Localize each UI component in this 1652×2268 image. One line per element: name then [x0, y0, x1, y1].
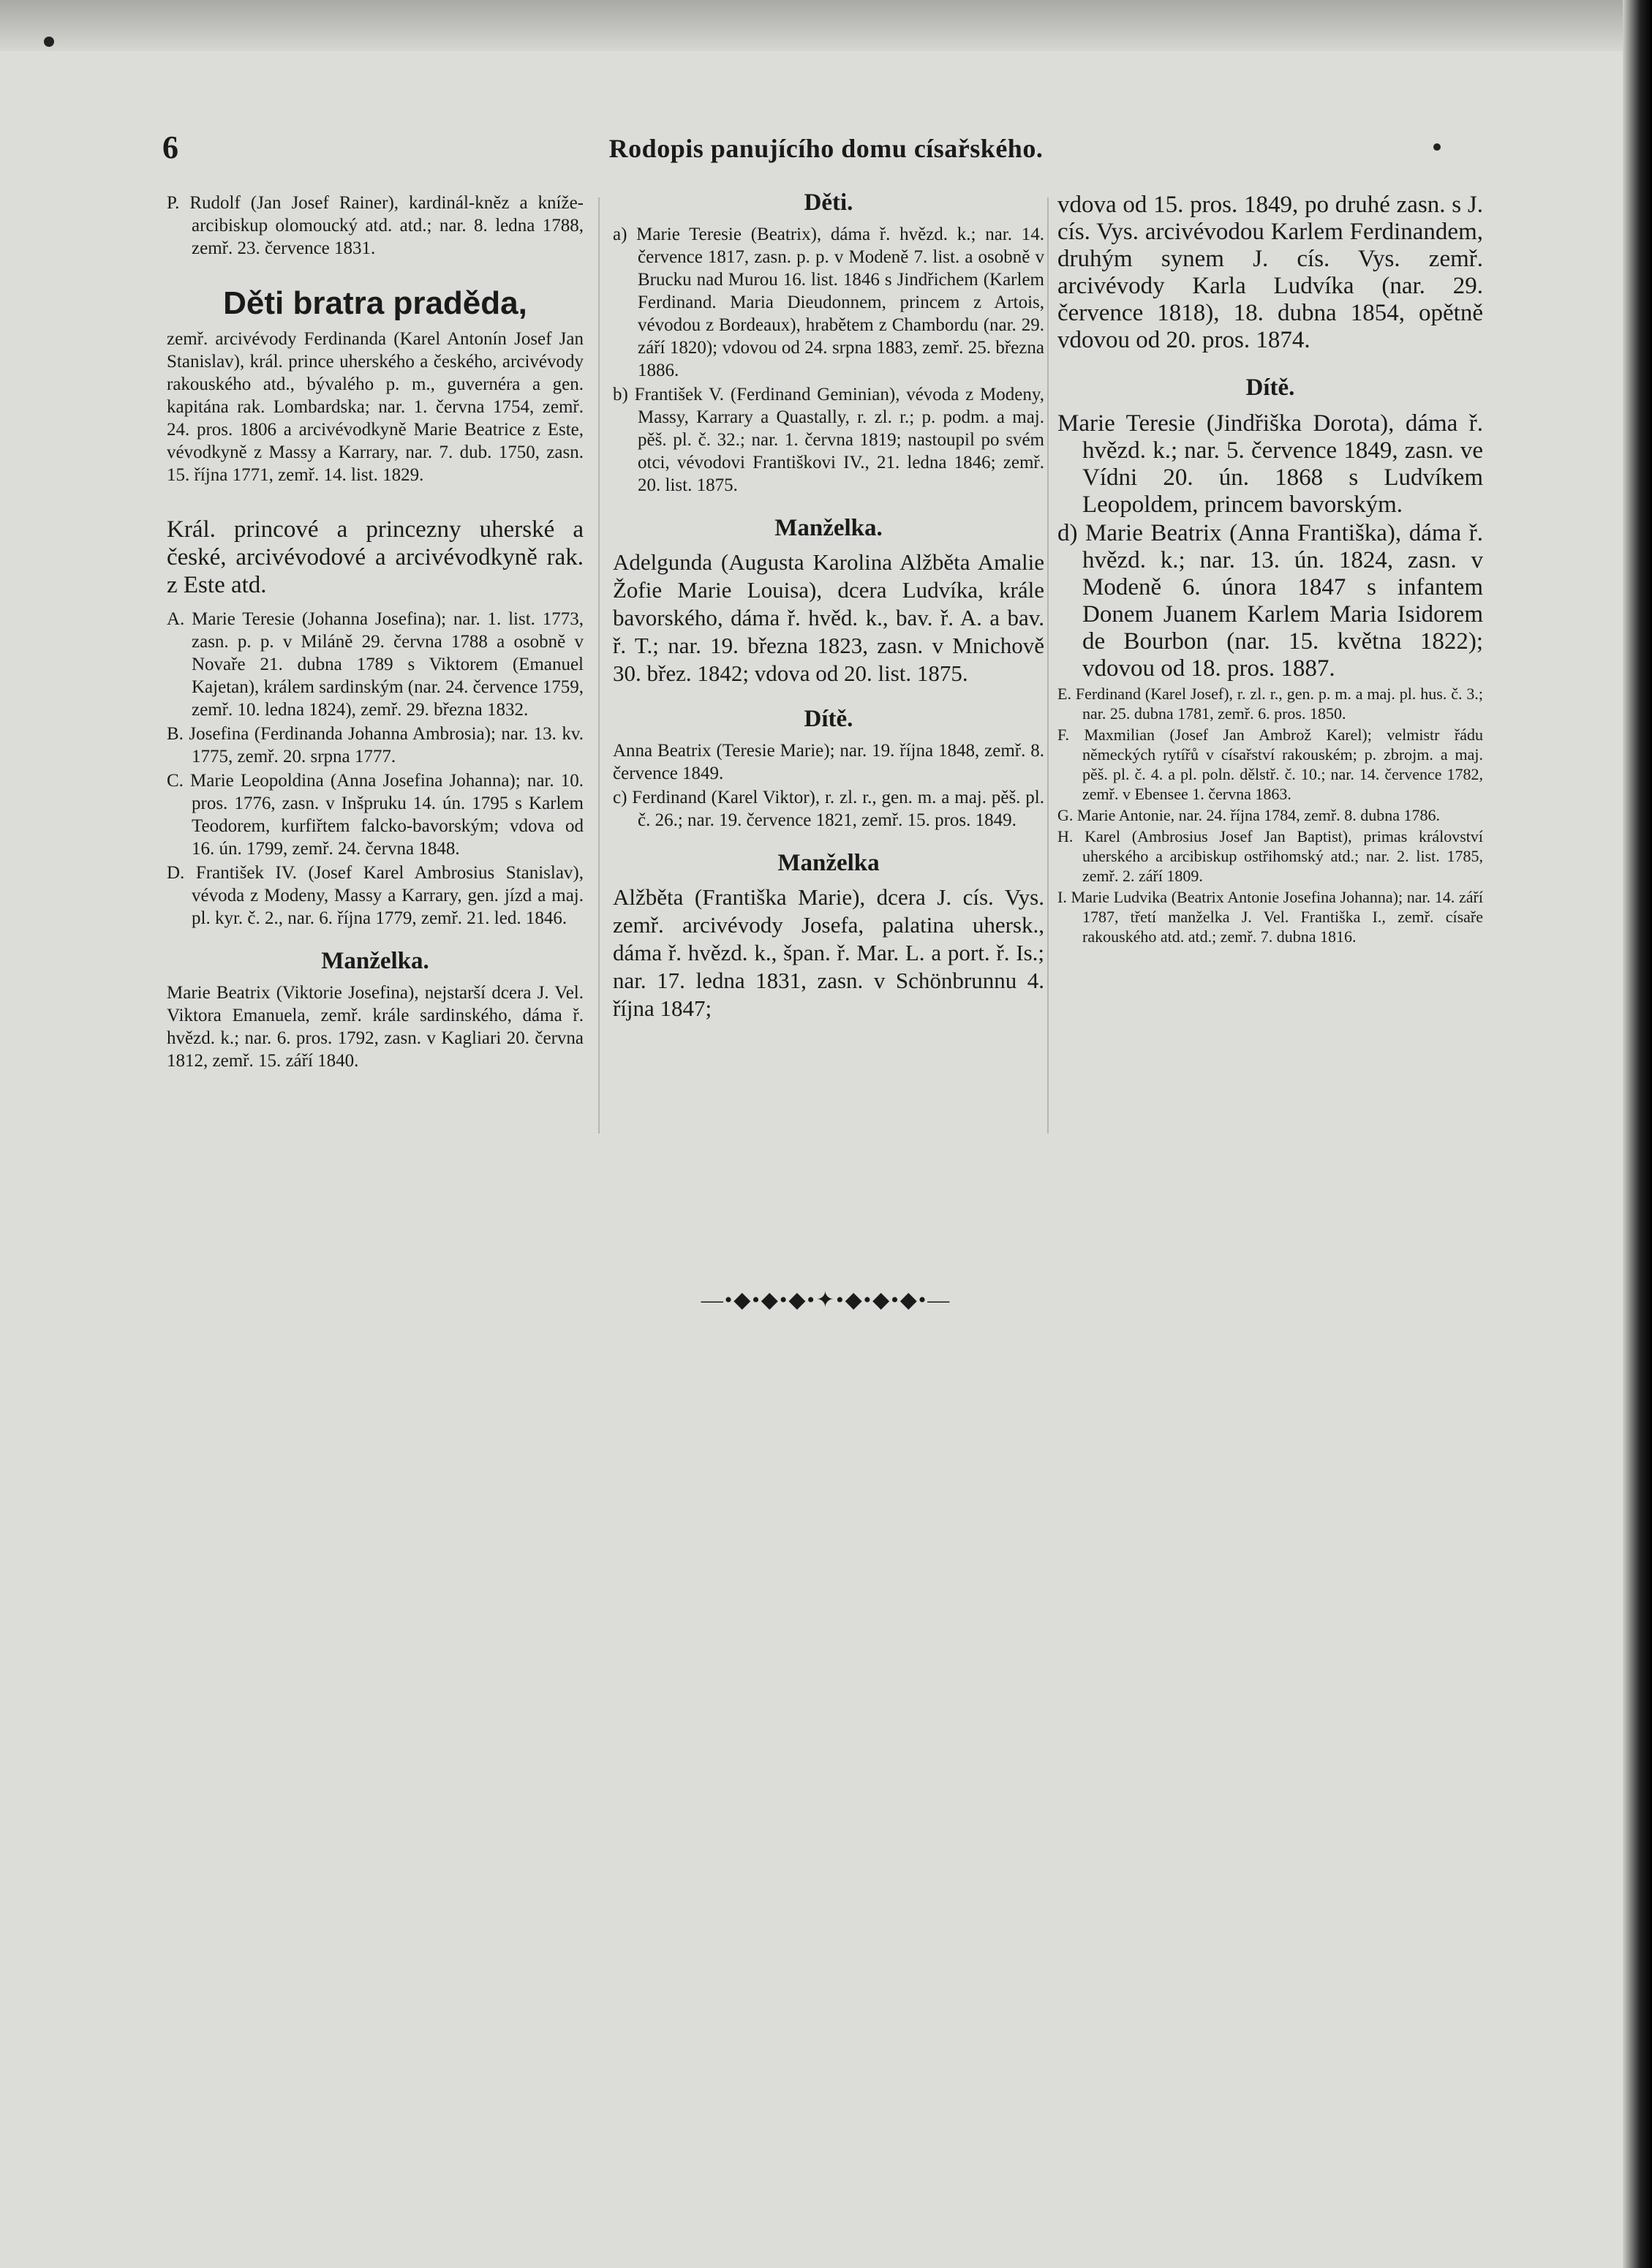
entry-b: b) František V. (Ferdinand Geminian), vévoda z Modeny, Massy, Karrary a Quastally, r. zl. r.; p. podm. a maj. pěš. pl. č. 32.; nar. 1. června 1819; nastoupil po svém otci, vévodovi Františkovi IV., 21. ledna 1846; zemř. 20. list. 1875. [613, 385, 1044, 495]
entry-alzbeta: Alžběta (Františka Marie), dcera J. cís. Vys. zemř. arcivévody Josefa, palatina uhersk., dáma ř. hvězd. k., špan. ř. Mar. L. a port. ř. Is.; nar. 17. ledna 1831, zasn. v Schönbrunnu 4. října 1847; [613, 884, 1044, 1021]
entry-d: d) Marie Beatrix (Anna Františka), dáma ř. hvězd. k.; nar. 13. ún. 1824, zasn. v Modeně 6. února 1847 s infantem Donem Juanem Karlem Maria Isidorem de Bourbon (nar. 15. května 1822); vdovou od 18. pros. 1887. [1057, 520, 1483, 682]
scan-speck [44, 37, 54, 47]
entry-e: E. Ferdinand (Karel Josef), r. zl. r., gen. p. m. a maj. pl. hus. č. 3.; nar. 25. dubna 1781, zemř. 6. pros. 1850. [1057, 685, 1483, 723]
column-2 [613, 189, 1044, 1024]
entry-marie-teresie: Marie Teresie (Jindřiška Dorota), dáma ř. hvězd. k.; nar. 5. července 1849, zasn. ve Vídni 20. ún. 1868 s Ludvíkem Leopoldem, princem bavorským. [1057, 410, 1483, 518]
scan-top-edge [0, 0, 1652, 51]
entry-wife: Marie Beatrix (Viktorie Josefina), nejstarší dcera J. Vel. Viktora Emanuela, zemř. krále sardinského, dáma ř. hvězd. k.; nar. 6. pros. 1792, zasn. v Kagliari 20. června 1812, zemř. 15. září 1840. [167, 983, 584, 1071]
page-number: 6 [162, 129, 178, 165]
entry-a: a) Marie Teresie (Beatrix), dáma ř. hvězd. k.; nar. 14. července 1817, zasn. p. p. v Modeně 7. list. a osobně v Brucku nad Murou 16. list. 1846 s Jindřichem (Karlem Ferdinand. Maria Dieudonnem, princem z Artois, vévodou z Bordeaux), hrabětem z Chambordu (nar. 29. září 1820); vdovou od 24. srpna 1883, zemř. 25. března 1886. [613, 225, 1044, 380]
entry-a: A. Marie Teresie (Johanna Josefina); nar. 1. list. 1773, zasn. p. p. v Miláně 29. června 1788 a osobně v Novaře 21. dubna 1789 s Viktorem (Emanuel Kajetan), králem sardinským (nar. 24. července 1759, zemř. 10. ledna 1824), zemř. 29. března 1832. [167, 609, 584, 720]
entry-g: G. Marie Antonie, nar. 24. října 1784, zemř. 8. dubna 1786. [1057, 806, 1441, 824]
entry-d: D. František IV. (Josef Karel Ambrosius Stanislav), vévoda z Modeny, Massy a Karrary, gen. jízd a maj. pl. kyr. č. 2., nar. 6. října 1779, zemř. 21. led. 1846. [167, 863, 584, 928]
heading-dite: Dítě. [804, 706, 853, 732]
heading-manzelka: Manželka. [321, 948, 429, 974]
column-1 [167, 192, 584, 1074]
column-divider [1047, 197, 1049, 1134]
entry-c: c) Ferdinand (Karel Viktor), r. zl. r., gen. m. a maj. pěš. pl. č. 26.; nar. 19. července 1821, zemř. 15. pros. 1849. [613, 788, 1044, 830]
entry-adelgunda: Adelgunda (Augusta Karolina Alžběta Amalie Žofie Marie Louisa), dcera Ludvíka, krále bavorského, dáma ř. hvěd. k., bav. ř. A. a bav. ř. T.; nar. 19. března 1823, zasn. v Mnichově 30. břez. 1842; vdova od 20. list. 1875. [613, 549, 1044, 686]
entry-c: C. Marie Leopoldina (Anna Josefina Johanna); nar. 10. pros. 1776, zasn. v Inšpruku 14. ún. 1795 s Karlem Teodorem, kurfiřtem falcko-bavorským; vdova od 16. ún. 1799, zemř. 24. června 1848. [167, 771, 584, 859]
end-ornament: —•◆•◆•◆•✦•◆•◆•◆•— [701, 1288, 951, 1312]
entry-f: F. Maxmilian (Josef Jan Ambrož Karel); velmistr řádu německých rytířů v císařství rakouském; p. zbrojm. a maj. pěš. pl. č. 4. a pl. poln. dělstř. č. 10.; nar. 14. července 1782, zemř. v Ebensee 1. června 1863. [1057, 726, 1483, 803]
entry-anna-beatrix: Anna Beatrix (Teresie Marie); nar. 19. října 1848, zemř. 8. července 1849. [613, 741, 1044, 783]
scan-right-edge [1623, 0, 1652, 2268]
heading-deti: Děti. [804, 189, 853, 216]
column-3 [1057, 192, 1483, 948]
paragraph-ferdinand: zemř. arcivévody Ferdinanda (Karel Antonín Josef Jan Stanislav), král. prince uherského a českého, arcivévody rakouského atd., bývalého p. m., guvernéra a gen. kapitána rak. Lombardska; nar. 1. června 1754, zemř. 24. pros. 1806 a arcivévodkyně Marie Beatrice z Este, vévodkyně z Massy a Karrary, nar. 7. dub. 1750, zasn. 15. října 1771, zemř. 14. list. 1829. [167, 329, 584, 485]
heading-manzelka: Manželka. [774, 515, 883, 541]
heading-princes: Král. princové a princezny uherské a české, arcivévodové a arcivévodkyně rak. z Este atd. [167, 516, 584, 598]
running-title: Rodopis panujícího domu císařského. [608, 134, 1044, 163]
heading-dite: Dítě. [1245, 374, 1295, 401]
paragraph-continuation: vdova od 15. pros. 1849, po druhé zasn. s J. cís. Vys. arcivévodou Karlem Ferdinandem, druhým synem J. cís. Vys. zemř. arcivévody Karla Ludvíka (nar. 29. července 1818), 18. dubna 1854, opětně vdovou od 20. pros. 1874. [1057, 192, 1483, 353]
entry-rudolf: P. Rudolf (Jan Josef Rainer), kardinál-kněz a kníže-arcibiskup olomoucký atd. atd.; nar. 8. ledna 1788, zemř. 23. července 1831. [167, 193, 584, 258]
heading-manzelka-2: Manželka [777, 850, 880, 876]
heading-deti-bratra: Děti bratra praděda, [223, 285, 527, 321]
entry-b: B. Josefina (Ferdinanda Johanna Ambrosia); nar. 13. kv. 1775, zemř. 20. srpna 1777. [167, 724, 584, 766]
entry-h: H. Karel (Ambrosius Josef Jan Baptist), primas království uherského a arcibiskup ostřihomský atd.; nar. 2. list. 1785, zemř. 2. září 1809. [1057, 827, 1483, 885]
column-divider [598, 197, 600, 1134]
entry-i: I. Marie Ludvika (Beatrix Antonie Josefina Johanna); nar. 14. září 1787, třetí manželka J. Vel. Františka I., zemř. císaře rakouského atd. atd.; zemř. 7. dubna 1816. [1057, 888, 1483, 946]
